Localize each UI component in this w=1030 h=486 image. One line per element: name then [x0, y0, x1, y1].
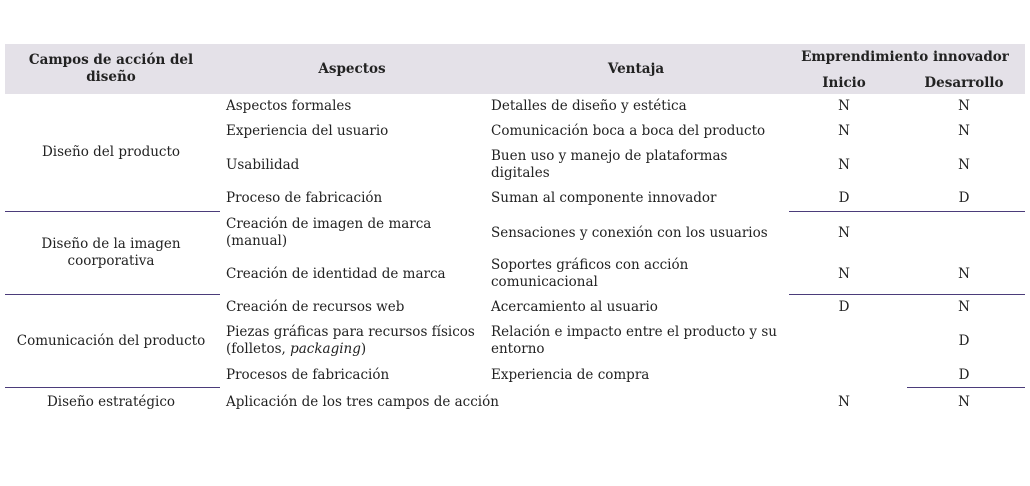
aspecto-cell: Experiencia del usuario — [226, 123, 389, 139]
desarrollo-cell: N — [958, 98, 970, 114]
aspecto-tail: ) — [360, 341, 367, 357]
desarrollo-cell: N — [958, 156, 970, 173]
inicio-cell — [785, 320, 903, 362]
aspecto-cell: Procesos de fabricación — [226, 366, 390, 383]
group-divider — [5, 211, 220, 212]
inicio-cell — [785, 362, 903, 388]
ventaja-cell: Detalles de diseño y estética — [491, 98, 687, 114]
inicio-cell: N — [838, 123, 850, 139]
ventaja-cell: Acercamiento al usuario — [491, 299, 658, 315]
desarrollo-cell — [903, 212, 1025, 254]
group-label: Comunicación del producto — [16, 332, 206, 349]
header-aspectos: Aspectos — [318, 60, 386, 77]
ventaja-cell: Comunicación boca a boca del producto — [491, 123, 766, 139]
aspecto-cell: Creación de identidad de marca — [226, 265, 446, 282]
inicio-cell: N — [838, 156, 850, 173]
group-label: Diseño del producto — [41, 144, 181, 160]
aspecto-text — [226, 324, 488, 358]
desarrollo-cell: N — [958, 299, 970, 315]
ventaja-cell: Experiencia de compra — [491, 366, 650, 383]
aspecto-cell: Aspectos formales — [226, 98, 352, 114]
desarrollo-cell: N — [958, 123, 970, 139]
ventaja-cell: Buen uso y manejo de plataformas digitales — [491, 148, 728, 181]
header-ventaja: Ventaja — [607, 60, 665, 77]
aspecto-cell: Usabilidad — [226, 156, 300, 173]
header-campos: Campos de acción del diseño — [28, 52, 194, 85]
group-divider — [5, 387, 220, 388]
inicio-cell: N — [838, 224, 850, 241]
aspecto-cell: Proceso de fabricación — [226, 190, 383, 206]
desarrollo-cell: D — [958, 190, 970, 206]
desarrollo-cell: N — [958, 393, 970, 410]
desarrollo-cell: N — [958, 265, 970, 282]
row-divider — [789, 294, 1025, 295]
header-emprendimiento: Emprendimiento innovador — [801, 48, 1009, 65]
row-divider — [789, 211, 1025, 212]
inicio-cell: N — [838, 393, 850, 410]
aspecto-cell: Creación de recursos web — [226, 299, 405, 315]
aspecto-emphasis: packaging — [290, 341, 361, 357]
desarrollo-cell: D — [958, 332, 970, 349]
inicio-cell: D — [838, 299, 850, 315]
group-divider — [5, 294, 220, 295]
header-desarrollo: Desarrollo — [924, 74, 1004, 91]
row-divider — [907, 387, 1025, 388]
ventaja-cell: Soportes gráficos con acción comunicacional — [491, 257, 689, 290]
aspecto-cell: Aplicación de los tres campos de acción — [226, 393, 499, 410]
ventaja-cell: Sensaciones y conexión con los usuarios — [491, 224, 768, 241]
aspecto-cell: Creación de imagen de marca (manual) — [226, 216, 432, 249]
inicio-cell: N — [838, 265, 850, 282]
desarrollo-cell: D — [958, 366, 970, 383]
ventaja-cell: Suman al componente innovador — [491, 190, 717, 206]
aspecto-cell — [226, 320, 488, 362]
inicio-cell: N — [838, 98, 850, 114]
group-label: Diseño estratégico — [46, 393, 176, 410]
group-label: Diseño de la imagen coorporativa — [41, 236, 181, 269]
header-inicio: Inicio — [822, 74, 866, 91]
ventaja-cell: Relación e impacto entre el producto y su entorno — [491, 324, 777, 357]
aspecto-main: Piezas gráficas para recursos físicos (folletos, — [226, 324, 475, 357]
inicio-cell: D — [838, 190, 850, 206]
